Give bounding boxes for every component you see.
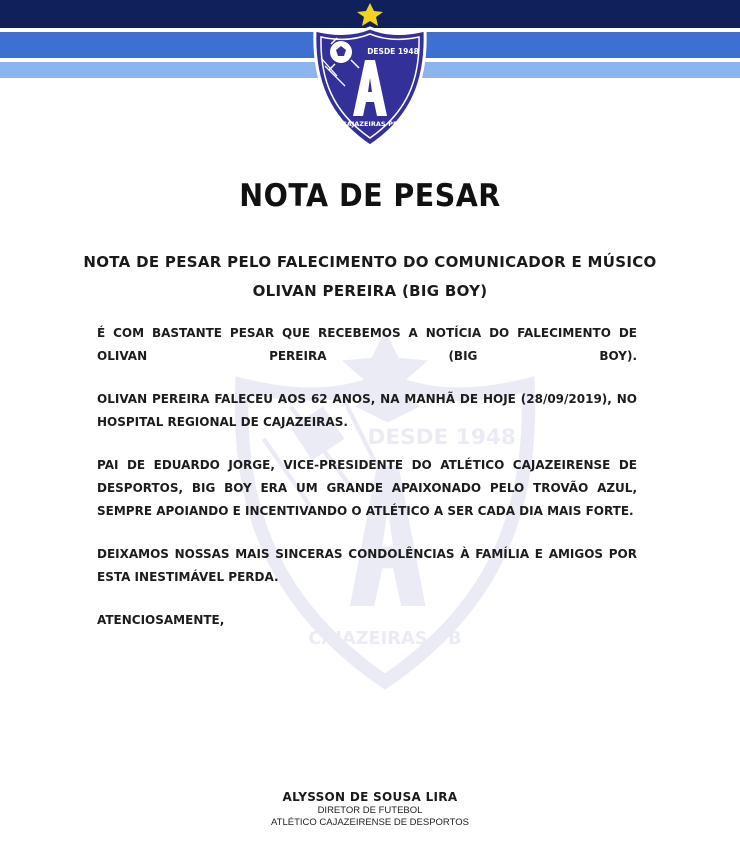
paragraph-2: OLIVAN PEREIRA FALECEU AOS 62 ANOS, NA MANHÃ DE HOJE (28/09/2019), NO HOSPITAL REGIONAL DE CAJAZEIRAS.	[97, 392, 637, 429]
subtitle	[60, 248, 680, 306]
watermark-city-text: CAJAZEIRAS-PB	[308, 627, 462, 649]
paragraph-1: É COM BASTANTE PESAR QUE RECEBEMOS A NOTÍCIA DO FALECIMENTO DE OLIVAN PEREIRA (BIG BOY).	[97, 326, 637, 363]
subtitle-line-2: OLIVAN PEREIRA (BIG BOY)	[252, 282, 488, 300]
gold-star-icon	[357, 3, 383, 26]
closing-line: ATENCIOSAMENTE,	[97, 613, 225, 627]
watermark-founded-text: DESDE 1948	[367, 425, 516, 451]
note-body	[97, 322, 637, 652]
subtitle-line-1: NOTA DE PESAR PELO FALECIMENTO DO COMUNICADOR E MÚSICO	[83, 253, 657, 271]
crest-founded-text: DESDE 1948	[367, 47, 419, 56]
signature-name: ALYSSON DE SOUSA LIRA	[282, 790, 458, 804]
page-title: NOTA DE PESAR	[239, 178, 501, 214]
signature-role: DIRETOR DE FUTEBOL	[317, 805, 423, 816]
crest-city-text: CAJAZEIRAS-PB	[342, 120, 398, 128]
signature-org: ATLÉTICO CAJAZEIRENSE DE DESPORTOS	[271, 817, 469, 828]
shield-shape	[315, 28, 425, 146]
club-crest-logo	[307, 0, 433, 150]
paragraph-3: PAI DE EDUARDO JORGE, VICE-PRESIDENTE DO ATLÉTICO CAJAZEIRENSE DE DESPORTOS, BIG BOY ERA UM GRANDE APAIXONADO PELO TROVÃO AZUL, SEMPRE APOIANDO E INCENTIVANDO O ATLÉTICO A SER CADA DIA MAIS FORTE.	[97, 458, 637, 518]
signature-block	[0, 789, 740, 829]
paragraph-4: DEIXAMOS NOSSAS MAIS SINCERAS CONDOLÊNCIAS À FAMÍLIA E AMIGOS POR ESTA INESTIMÁVEL PERDA.	[97, 547, 637, 584]
